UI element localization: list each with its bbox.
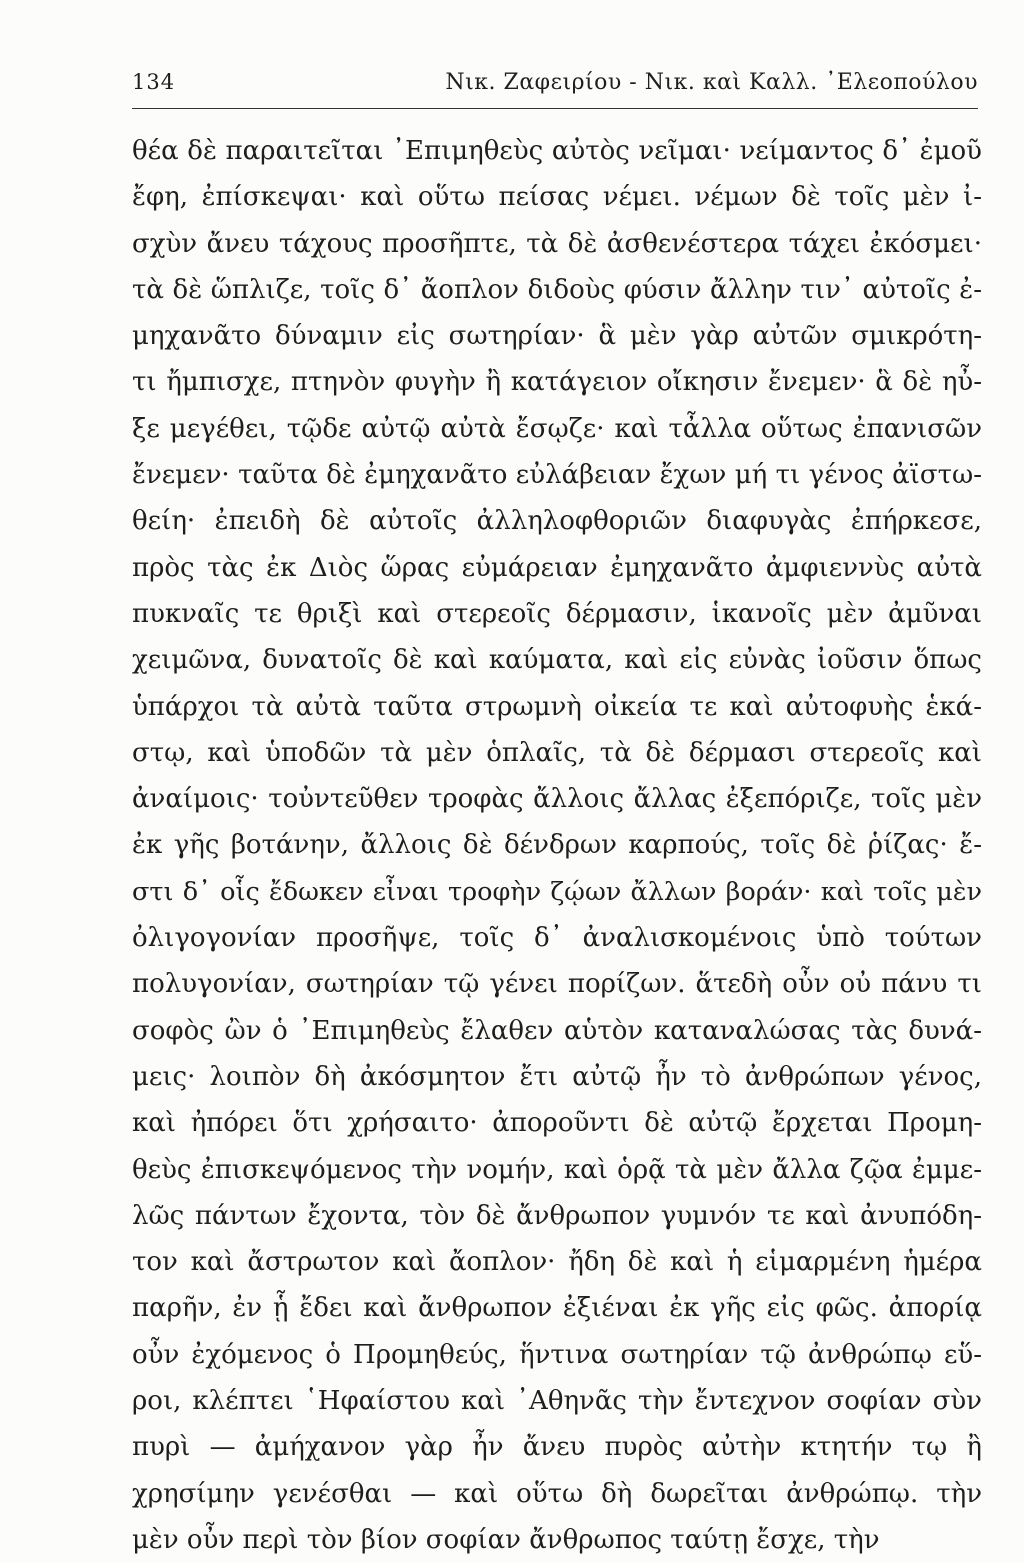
- text-line: τὰ δὲ ὥπλιζε, τοῖς δ᾿ ἄοπλον διδοὺς φύσιν ἄλλην τιν᾿ αὐτοῖς ἐ-: [132, 274, 982, 305]
- text-line: μηχανᾶτο δύναμιν εἰς σωτηρίαν· ἃ μὲν γὰρ αὐτῶν σμικρότη-: [132, 321, 982, 352]
- text-line: πρὸς τὰς ἐκ Διὸς ὥρας εὐμάρειαν ἐμηχανᾶτο ἀμφιεννὺς αὐτὰ: [132, 552, 982, 583]
- text-line: πυρὶ — ἀμήχανον γὰρ ἦν ἄνευ πυρὸς αὐτὴν κτητήν τῳ ἢ: [132, 1432, 982, 1463]
- text-line: πολυγονίαν, σωτηρίαν τῷ γένει πορίζων. ἅτεδὴ οὖν οὐ πάνυ τι: [132, 969, 982, 1000]
- text-line: σοφὸς ὢν ὁ ᾿Επιμηθεὺς ἔλαθεν αὑτὸν καταναλώσας τὰς δυνά-: [132, 1015, 982, 1046]
- text-line: ἐκ γῆς βοτάνην, ἄλλοις δὲ δένδρων καρπούς, τοῖς δὲ ῥίζας· ἔ-: [132, 830, 982, 861]
- text-line: σχὺν ἄνευ τάχους προσῆπτε, τὰ δὲ ἀσθενέστερα τάχει ἐκόσμει·: [132, 228, 982, 259]
- text-line: στῳ, καὶ ὑποδῶν τὰ μὲν ὁπλαῖς, τὰ δὲ δέρμασι στερεοῖς καὶ: [132, 737, 982, 768]
- text-line: τι ἤμπισχε, πτηνὸν φυγὴν ἢ κατάγειον οἴκησιν ἔνεμεν· ἃ δὲ ηὖ-: [132, 367, 982, 398]
- text-line: παρῆν, ἐν ᾗ ἔδει καὶ ἄνθρωπον ἐξιέναι ἐκ γῆς εἰς φῶς. ἀπορίᾳ: [132, 1293, 982, 1324]
- header-rule: [132, 108, 978, 109]
- text-line: τον καὶ ἄστρωτον καὶ ἄοπλον· ἤδη δὲ καὶ ἡ εἱμαρμένη ἡμέρα: [132, 1247, 982, 1278]
- text-line: μεις· λοιπὸν δὴ ἀκόσμητον ἔτι αὐτῷ ἦν τὸ ἀνθρώπων γένος,: [132, 1061, 982, 1092]
- text-line: ξε μεγέθει, τῷδε αὐτῷ αὐτὰ ἔσῳζε· καὶ τἆλλα οὕτως ἐπανισῶν: [132, 413, 982, 444]
- text-line: θέα δὲ παραιτεῖται ᾿Επιμηθεὺς αὐτὸς νεῖμαι· νείμαντος δ᾿ ἐμοῦ: [132, 136, 982, 166]
- text-line: χρησίμην γενέσθαι — καὶ οὕτω δὴ δωρεῖται ἀνθρώπῳ. τὴν: [132, 1478, 982, 1509]
- text-line: καὶ ἠπόρει ὅτι χρήσαιτο· ἀποροῦντι δὲ αὐτῷ ἔρχεται Προμη-: [132, 1108, 982, 1139]
- text-line: ἔφη, ἐπίσκεψαι· καὶ οὕτω πείσας νέμει. νέμων δὲ τοῖς μὲν ἰ-: [132, 182, 982, 213]
- text-line: οὖν ἐχόμενος ὁ Προμηθεύς, ἥντινα σωτηρίαν τῷ ἀνθρώπῳ εὕ-: [132, 1339, 982, 1370]
- page-number: 134: [132, 70, 176, 94]
- text-line: πυκναῖς τε θριξὶ καὶ στερεοῖς δέρμασιν, ἱκανοῖς μὲν ἀμῦναι: [132, 598, 982, 629]
- text-line: λῶς πάντων ἔχοντα, τὸν δὲ ἄνθρωπον γυμνόν τε καὶ ἀνυπόδη-: [132, 1200, 982, 1231]
- text-line: στι δ᾿ οἷς ἔδωκεν εἶναι τροφὴν ζῴων ἄλλων βοράν· καὶ τοῖς μὲν: [132, 876, 982, 907]
- text-line: μὲν οὖν περὶ τὸν βίον σοφίαν ἄνθρωπος ταύτῃ ἔσχε, τὴν: [132, 1524, 880, 1555]
- text-line: ροι, κλέπτει ῾Ηφαίστου καὶ ᾿Αθηνᾶς τὴν ἔντεχνον σοφίαν σὺν: [132, 1386, 982, 1417]
- text-line: θεὺς ἐπισκεψόμενος τὴν νομήν, καὶ ὁρᾷ τὰ μὲν ἄλλα ζῷα ἐμμε-: [132, 1154, 982, 1185]
- text-line: ἔνεμεν· ταῦτα δὲ ἐμηχανᾶτο εὐλάβειαν ἔχων μή τι γένος ἀϊστω-: [132, 460, 982, 491]
- text-body: [132, 128, 982, 1563]
- text-line: θείη· ἐπειδὴ δὲ αὐτοῖς ἀλληλοφθοριῶν διαφυγὰς ἐπήρκεσε,: [132, 506, 982, 537]
- running-head: Νικ. Ζαφειρίου - Νικ. καὶ Καλλ. ᾿Ελεοπούλου: [445, 70, 978, 95]
- text-line: ὑπάρχοι τὰ αὐτὰ ταῦτα στρωμνὴ οἰκεία τε καὶ αὐτοφυὴς ἑκά-: [132, 691, 982, 722]
- page-header: [132, 70, 978, 108]
- text-line: ἀναίμοις· τοὐντεῦθεν τροφὰς ἄλλοις ἄλλας ἐξεπόριζε, τοῖς μὲν: [132, 784, 982, 815]
- text-line: ὀλιγογονίαν προσῆψε, τοῖς δ᾿ ἀναλισκομένοις ὑπὸ τούτων: [132, 923, 982, 954]
- text-line: χειμῶνα, δυνατοῖς δὲ καὶ καύματα, καὶ εἰς εὐνὰς ἰοῦσιν ὅπως: [132, 645, 982, 676]
